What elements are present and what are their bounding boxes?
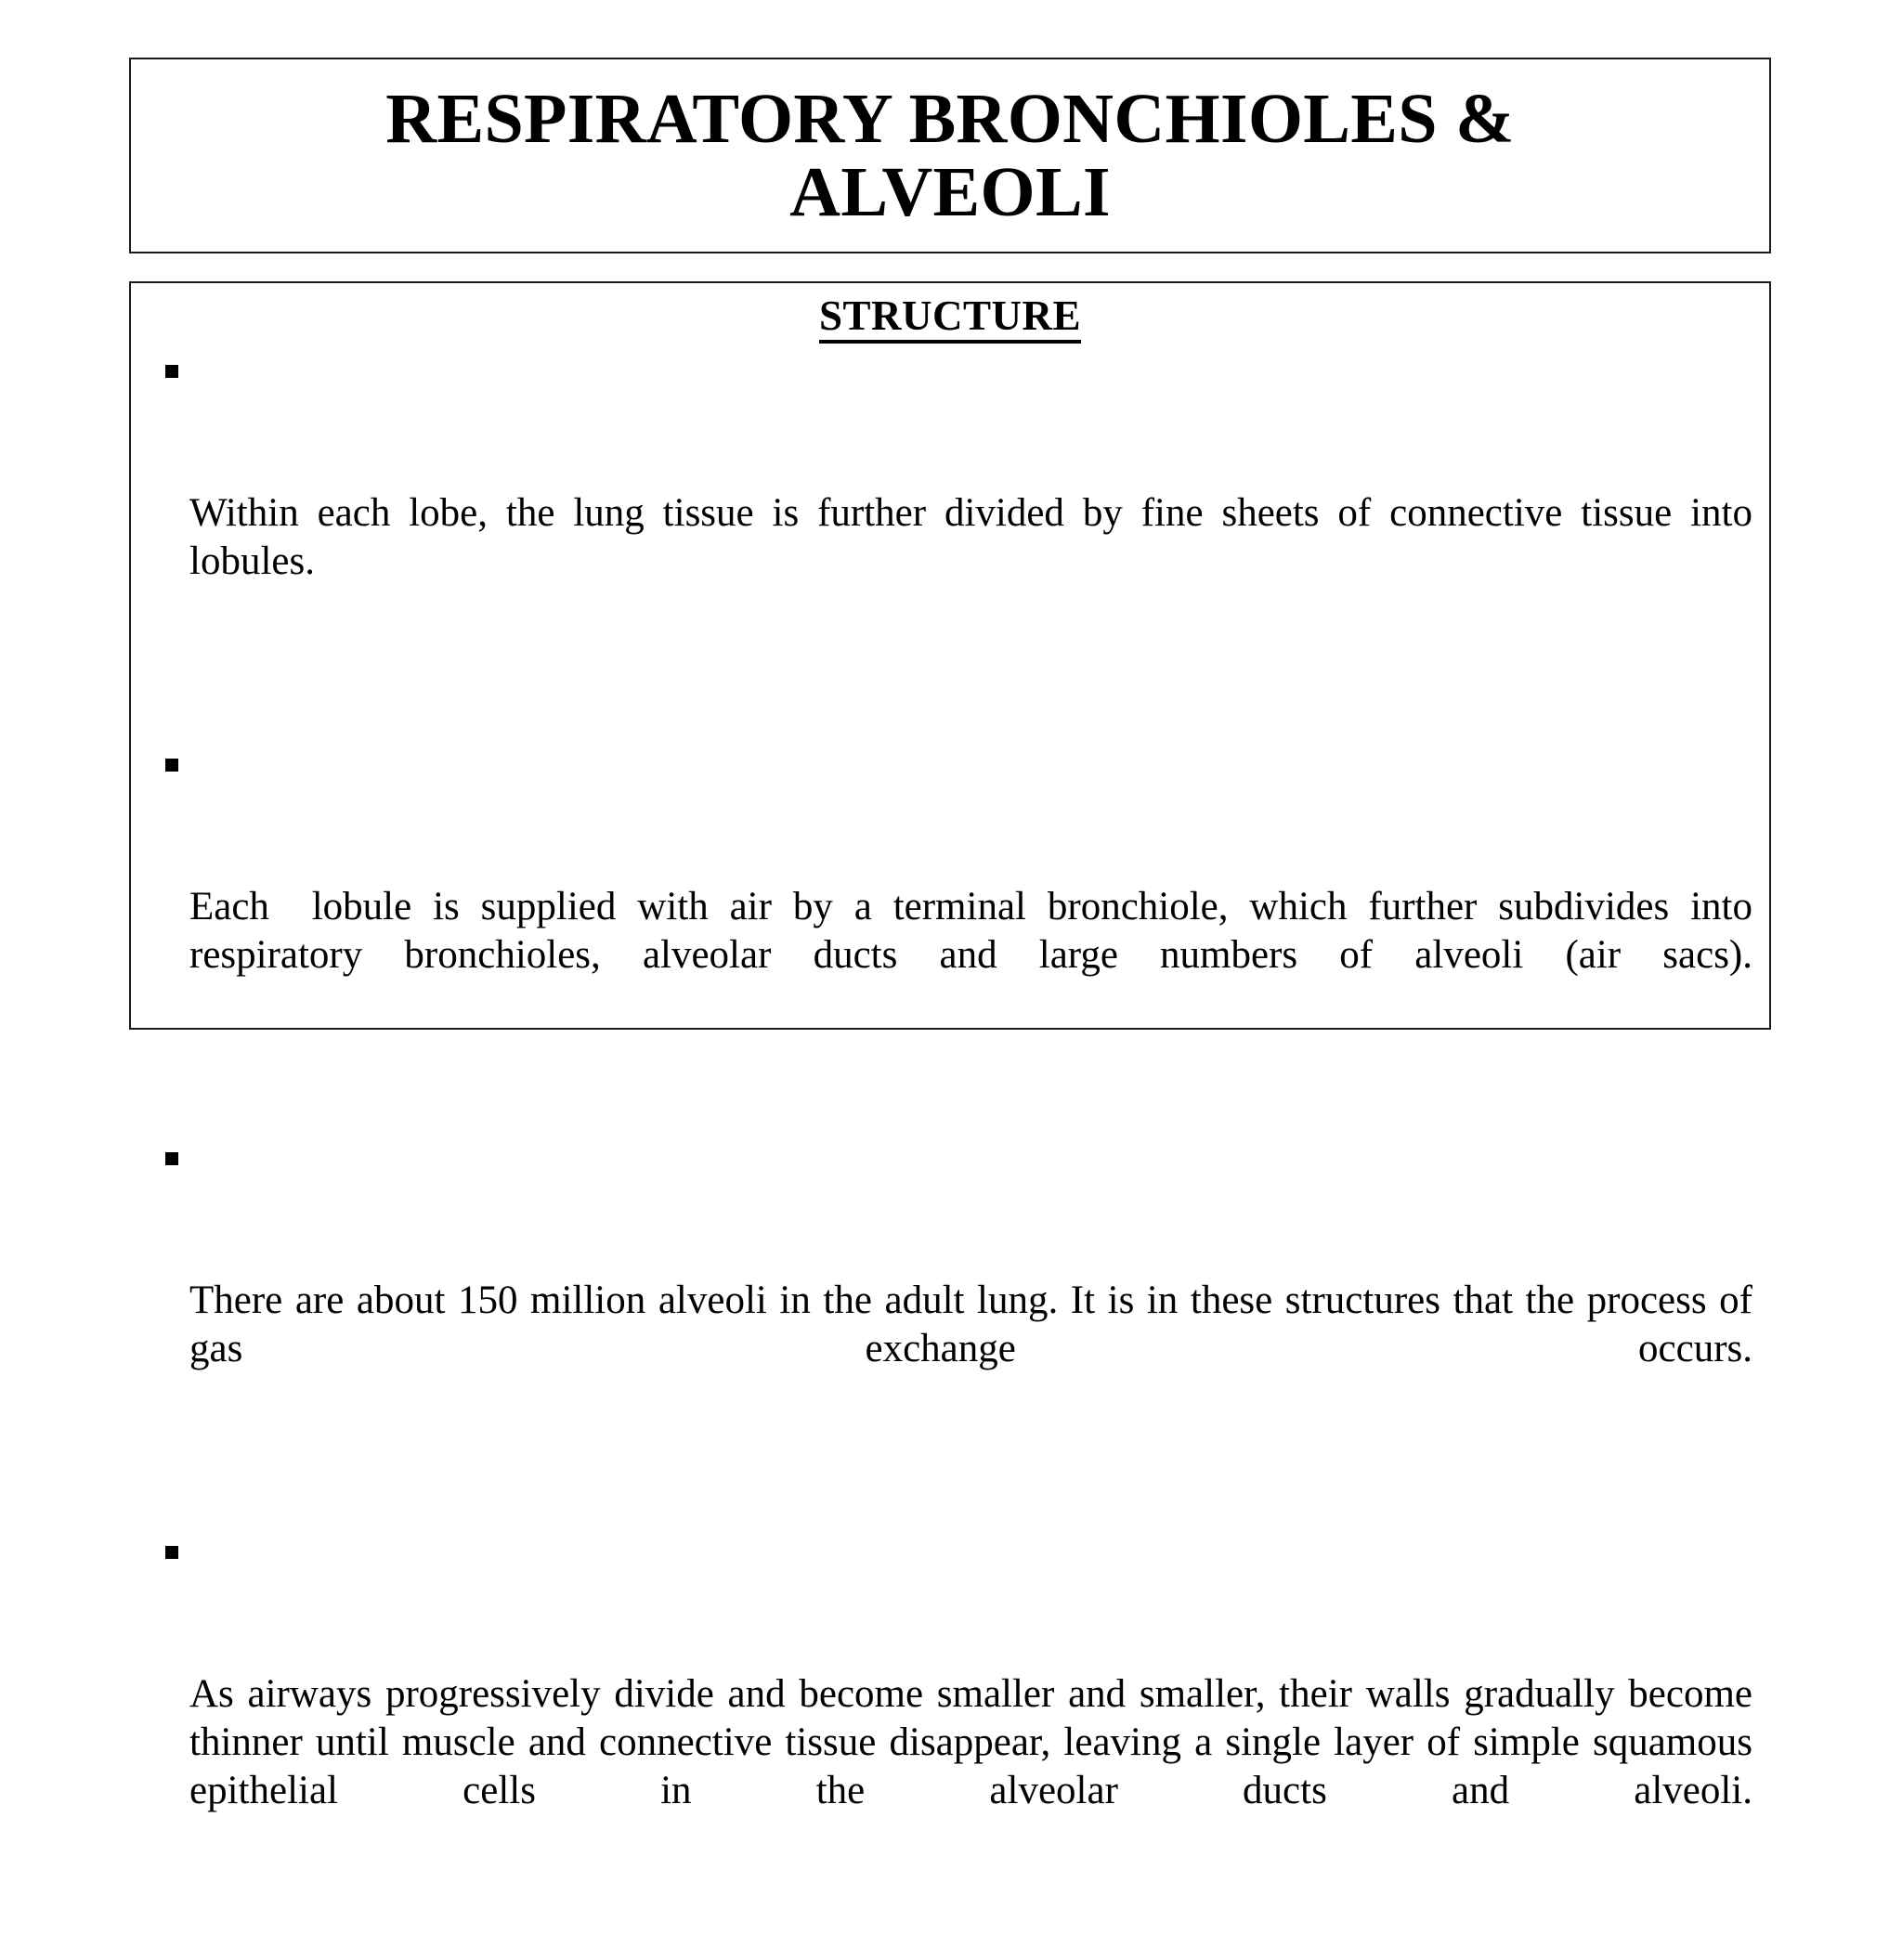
square-bullet-icon	[165, 365, 178, 378]
list-item	[148, 344, 1763, 731]
list-item	[148, 1525, 1763, 1960]
bullet-list	[148, 344, 1763, 1960]
section-heading	[148, 292, 1752, 339]
list-item-text: Each lobule is supplied with air by a terminal bronchiole, which further subdivides into respiratory bronchioles, alveolar ducts and large numbers of alveoli (air sacs).	[189, 885, 1763, 978]
square-bullet-icon	[165, 1152, 178, 1165]
list-item-text: There are about 150 million alveoli in the adult lung. It is in these structures that the process of gas exchange occurs.	[189, 1279, 1763, 1371]
page-title	[131, 80, 1769, 231]
section-heading-text: STRUCTURE	[819, 292, 1081, 344]
title-line-2: ALVEOLI	[789, 152, 1111, 231]
list-item-text: Within each lobe, the lung tissue is further divided by fine sheets of connective tissue into lobules.	[189, 491, 1763, 584]
content-box	[129, 281, 1771, 1813]
list-item-text: As airways progressively divide and become smaller and smaller, their walls gradually become thinner until muscle and connective tissue disappear, leaving a single layer of simple squamous epithelial cells in the alveolar ducts and alveoli.	[189, 1672, 1763, 1813]
list-item	[148, 1132, 1763, 1518]
list-item	[148, 738, 1763, 1124]
title-box	[129, 58, 1771, 253]
square-bullet-icon	[165, 759, 178, 772]
title-line-1: RESPIRATORY BRONCHIOLES &	[385, 80, 1515, 159]
square-bullet-icon	[165, 1546, 178, 1559]
